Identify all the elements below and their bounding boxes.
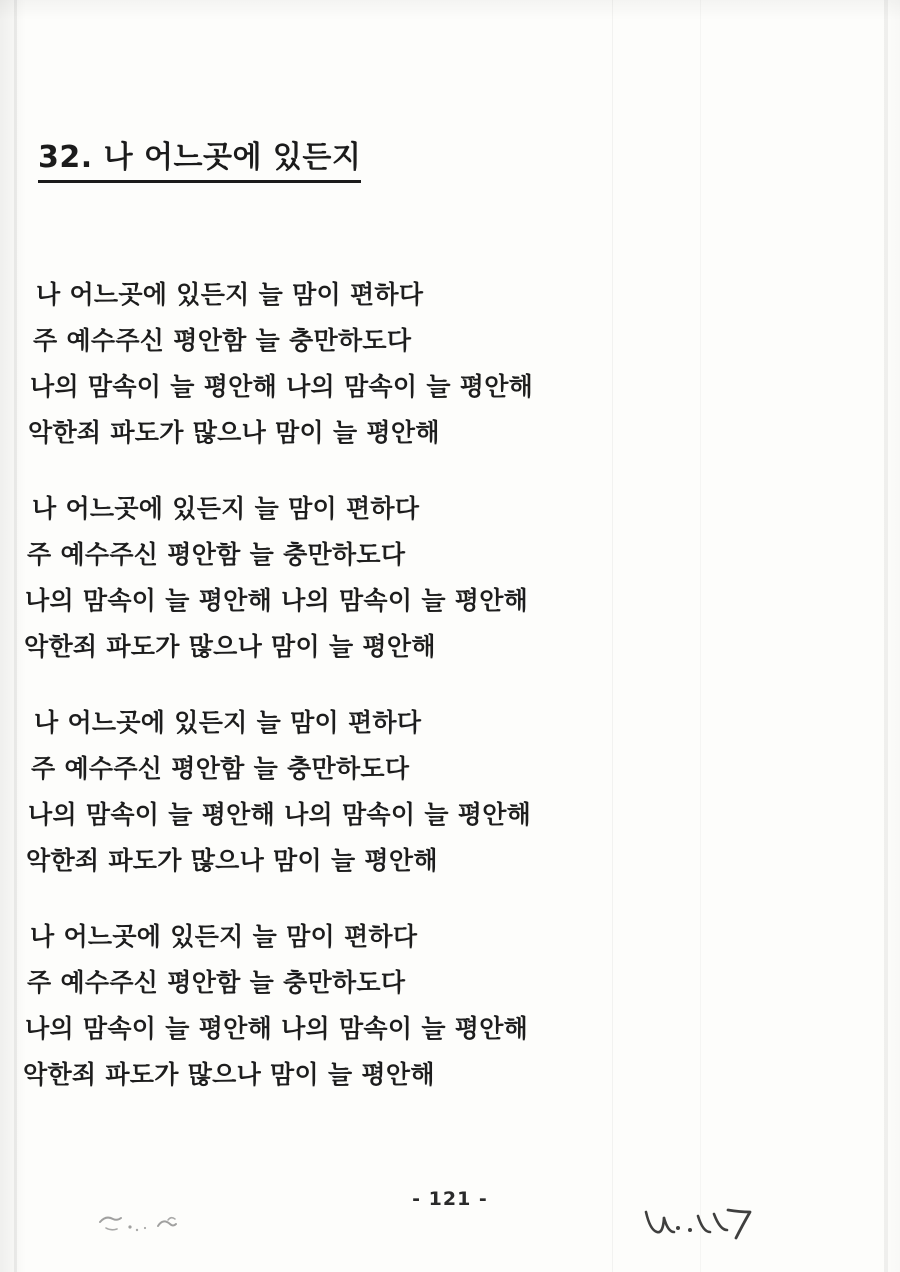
lyrics-line: 주 예수주신 평안함 늘 충만하도다	[27, 968, 406, 997]
lyrics-body	[0, 272, 900, 1128]
lyrics-stanza	[0, 272, 900, 456]
lyrics-line: 나 어느곳에 있든지 늘 맘이 편하다	[30, 922, 418, 951]
lyrics-line: 나의 맘속이 늘 평안해 나의 맘속이 늘 평안해	[25, 586, 529, 615]
lyrics-line: 나의 맘속이 늘 평안해 나의 맘속이 늘 평안해	[30, 372, 534, 401]
lyrics-stanza	[0, 700, 900, 884]
smudge-icon	[96, 1206, 206, 1240]
lyrics-line: 나 어느곳에 있든지 늘 맘이 편하다	[36, 280, 424, 309]
lyrics-line: 악한죄 파도가 많으나 맘이 늘 평안해	[23, 1060, 435, 1089]
lyrics-stanza	[0, 486, 900, 670]
lyrics-line: 악한죄 파도가 많으나 맘이 늘 평안해	[24, 632, 436, 661]
lyrics-line: 주 예수주신 평안함 늘 충만하도다	[33, 326, 412, 355]
lyrics-line: 악한죄 파도가 많으나 맘이 늘 평안해	[26, 846, 438, 875]
lyrics-line: 나 어느곳에 있든지 늘 맘이 편하다	[34, 708, 422, 737]
lyrics-line: 나의 맘속이 늘 평안해 나의 맘속이 늘 평안해	[28, 800, 532, 829]
page-number: - 121 -	[412, 1188, 488, 1210]
lyrics-line: 나 어느곳에 있든지 늘 맘이 편하다	[32, 494, 420, 523]
page-title: 32. 나 어느곳에 있든지	[38, 132, 361, 183]
lyrics-line: 악한죄 파도가 많으나 맘이 늘 평안해	[28, 418, 440, 447]
lyrics-stanza	[0, 914, 900, 1098]
lyrics-line: 나의 맘속이 늘 평안해 나의 맘속이 늘 평안해	[25, 1014, 529, 1043]
lyrics-line: 주 예수주신 평안함 늘 충만하도다	[27, 540, 406, 569]
handwriting-annotation-icon	[640, 1198, 770, 1248]
lyrics-line: 주 예수주신 평안함 늘 충만하도다	[31, 754, 410, 783]
